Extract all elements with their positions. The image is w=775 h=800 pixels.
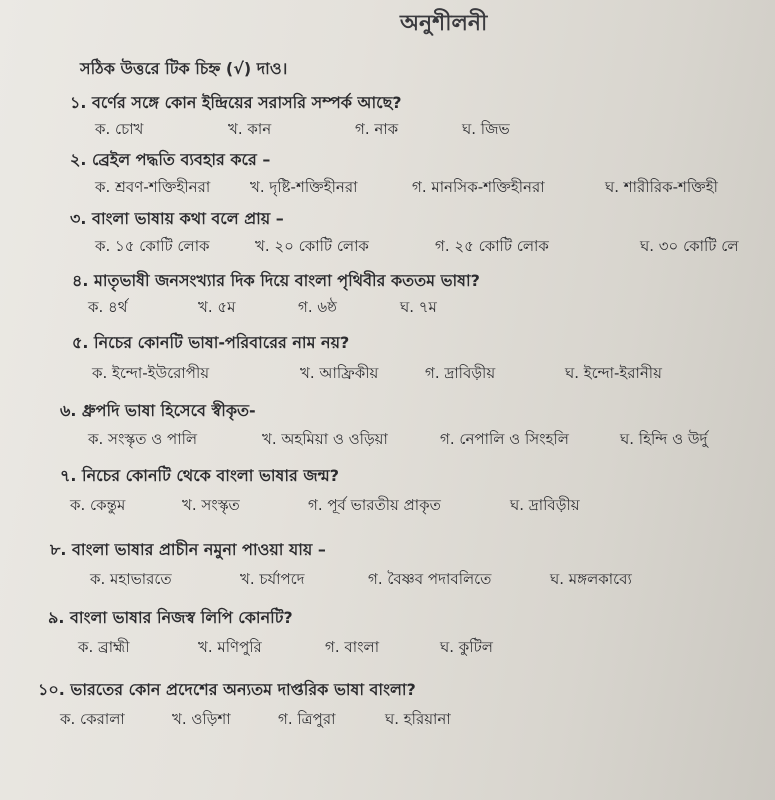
option-kha: খ. সংস্কৃত bbox=[182, 496, 240, 514]
option-gha: ঘ. মঙ্গলকাব্যে bbox=[550, 570, 632, 588]
option-kha: খ. আফ্রিকীয় bbox=[300, 364, 379, 382]
option-ka: ক. কেন্তুম bbox=[70, 496, 126, 514]
option-ka: ক. সংস্কৃত ও পালি bbox=[88, 430, 198, 448]
option-kha: খ. ওড়িশা bbox=[172, 710, 231, 728]
option-kha: খ. মণিপুরি bbox=[198, 638, 262, 656]
option-ka: ক. মহাভারতে bbox=[90, 570, 172, 588]
question-text: ৩. বাংলা ভাষায় কথা বলে প্রায় – bbox=[70, 209, 284, 228]
option-kha: খ. ২০ কোটি লোক bbox=[255, 237, 369, 255]
question-text: ৪. মাতৃভাষী জনসংখ্যার দিক দিয়ে বাংলা পৃথিবীর কততম ভাষা? bbox=[72, 271, 480, 290]
question-text: ৬. ধ্রুপদি ভাষা হিসেবে স্বীকৃত- bbox=[60, 401, 256, 420]
option-ga: গ. নাক bbox=[355, 120, 399, 138]
option-ga: গ. বৈষ্ণব পদাবলিতে bbox=[368, 570, 492, 588]
question-text: ১০. ভারতের কোন প্রদেশের অন্যতম দাপ্তরিক ভাষা বাংলা? bbox=[38, 680, 416, 699]
question-text: ৯. বাংলা ভাষার নিজস্ব লিপি কোনটি? bbox=[48, 608, 293, 627]
option-ga: গ. দ্রাবিড়ীয় bbox=[425, 364, 496, 382]
option-ka: ক. ব্রাহ্মী bbox=[78, 638, 130, 656]
option-ka: ক. চোখ bbox=[95, 120, 144, 138]
option-gha: ঘ. হিন্দি ও উর্দু bbox=[620, 430, 708, 448]
option-ka: ক. শ্রবণ-শক্তিহীনরা bbox=[95, 178, 211, 196]
option-kha: খ. অহমিয়া ও ওড়িয়া bbox=[262, 430, 388, 448]
option-kha: খ. দৃষ্টি-শক্তিহীনরা bbox=[250, 178, 358, 196]
option-gha: ঘ. কুটিল bbox=[440, 638, 493, 656]
option-ka: ক. কেরালা bbox=[60, 710, 125, 728]
option-ka: ক. ৪র্থ bbox=[88, 298, 128, 316]
option-gha: ঘ. ৩০ কোটি লে bbox=[640, 237, 739, 255]
option-ka: ক. ১৫ কোটি লোক bbox=[95, 237, 210, 255]
question-text: ২. ব্রেইল পদ্ধতি ব্যবহার করে – bbox=[70, 150, 271, 169]
option-gha: ঘ. জিভ bbox=[462, 120, 510, 138]
option-gha: ঘ. ইন্দো-ইরানীয় bbox=[565, 364, 662, 382]
page-title: অনুশীলনী bbox=[400, 11, 488, 36]
option-ga: গ. মানসিক-শক্তিহীনরা bbox=[412, 178, 545, 196]
option-ga: গ. ২৫ কোটি লোক bbox=[435, 237, 549, 255]
option-gha: ঘ. ৭ম bbox=[400, 298, 437, 316]
option-ga: গ. নেপালি ও সিংহলি bbox=[440, 430, 569, 448]
option-ga: গ. ত্রিপুরা bbox=[278, 710, 336, 728]
option-ga: গ. বাংলা bbox=[325, 638, 380, 656]
option-ka: ক. ইন্দো-ইউরোপীয় bbox=[92, 364, 210, 382]
question-text: ৫. নিচের কোনটি ভাষা-পরিবারের নাম নয়? bbox=[72, 333, 350, 352]
option-kha: খ. ৫ম bbox=[198, 298, 236, 316]
option-gha: ঘ. দ্রাবিড়ীয় bbox=[510, 496, 580, 514]
option-ga: গ. ৬ষ্ঠ bbox=[298, 298, 337, 316]
question-text: ১. বর্ণের সঙ্গে কোন ইন্দ্রিয়ের সরাসরি সম্পর্ক আছে? bbox=[70, 93, 402, 112]
instruction-text: সঠিক উত্তরে টিক চিহ্ন (√) দাও। bbox=[80, 59, 288, 78]
option-ga: গ. পূর্ব ভারতীয় প্রাকৃত bbox=[308, 496, 441, 514]
option-kha: খ. চর্যাপদে bbox=[240, 570, 305, 588]
question-text: ৭. নিচের কোনটি থেকে বাংলা ভাষার জন্ম? bbox=[60, 466, 340, 485]
option-gha: ঘ. হরিয়ানা bbox=[385, 710, 451, 728]
option-kha: খ. কান bbox=[228, 120, 272, 138]
question-text: ৮. বাংলা ভাষার প্রাচীন নমুনা পাওয়া যায় – bbox=[50, 540, 326, 559]
option-gha: ঘ. শারীরিক-শক্তিহী bbox=[605, 178, 718, 196]
